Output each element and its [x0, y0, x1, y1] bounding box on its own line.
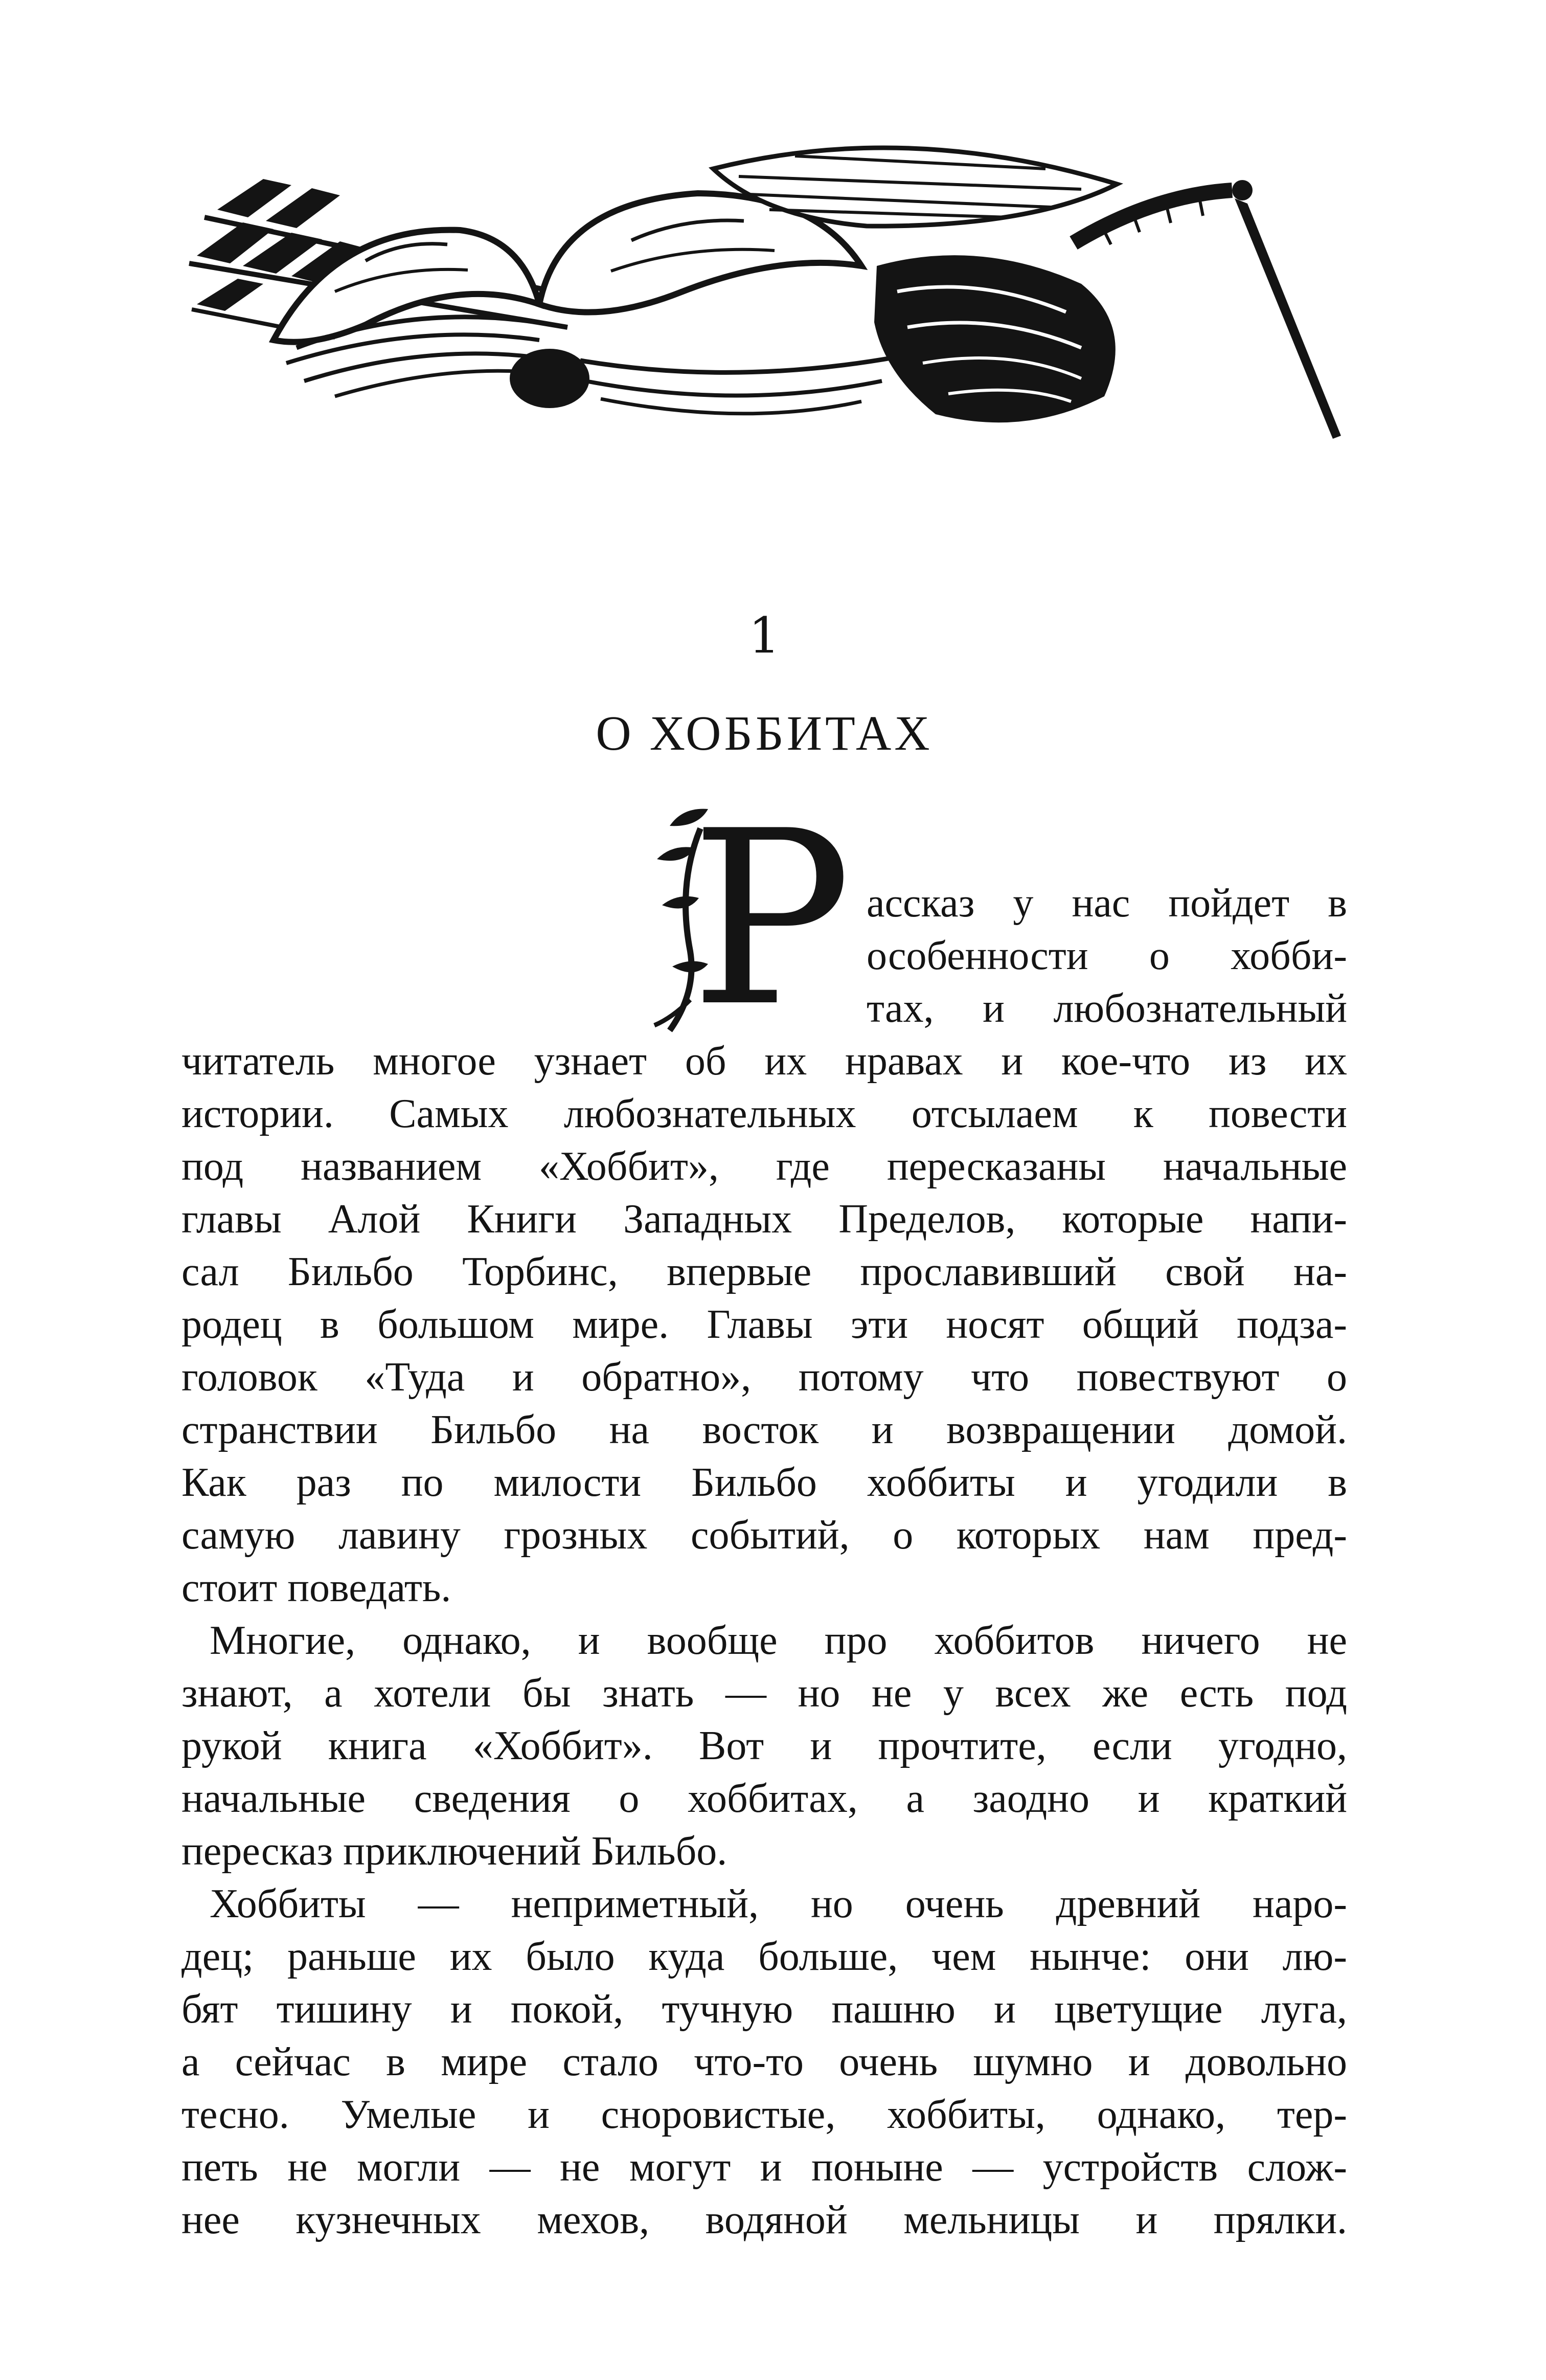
text-line: бят тишину и покой, тучную пашню и цветущие луга,: [181, 1987, 1347, 2032]
text-line: тах, и любознательный: [867, 986, 1347, 1031]
text-line: самую лавину грозных событий, о которых нам пред-: [181, 1513, 1347, 1558]
text-line: а сейчас в мире стало что-то очень шумно и довольно: [181, 2039, 1347, 2084]
drop-cap-initial: [642, 798, 851, 1043]
text-line: начальные сведения о хоббитах, а заодно и краткий: [181, 1776, 1347, 1821]
text-line: странствии Бильбо на восток и возвращении домой.: [181, 1407, 1347, 1452]
text-line: родец в большом мире. Главы эти носят общий подза-: [181, 1302, 1347, 1347]
body-text: [181, 798, 1347, 2247]
sword-group: [1074, 180, 1341, 439]
chapter-vignette-illustration: [181, 107, 1342, 440]
text-line: читатель многое узнает об их нравах и кое-что из их: [181, 1039, 1347, 1084]
text-line: тесно. Умелые и сноровистые, хоббиты, однако, тер-: [181, 2092, 1347, 2137]
text-line: головок «Туда и обратно», потому что повествуют о: [181, 1355, 1347, 1400]
text-line: петь не могли — не могут и поныне — устройств слож-: [181, 2145, 1347, 2190]
chapter-title: О ХОББИТАХ: [596, 706, 933, 760]
text-line: Как раз по милости Бильбо хоббиты и угодили в: [181, 1460, 1347, 1505]
paragraph-3: [181, 1878, 1347, 2247]
text-line: стоит поведать.: [181, 1565, 451, 1610]
text-line: нее кузнечных мехов, водяной мельницы и прялки.: [181, 2197, 1347, 2242]
text-line: ассказ у нас пойдет в: [867, 881, 1347, 926]
text-line: знают, а хотели бы знать — но не у всех же есть под: [181, 1671, 1347, 1716]
chapter-number: 1: [748, 607, 780, 664]
text-line: под названием «Хоббит», где пересказаны начальные: [181, 1144, 1347, 1189]
paragraph-1: [181, 1035, 1347, 1614]
drop-cap-letter: Р: [690, 798, 851, 1043]
text-line: истории. Самых любознательных отсылаем к повести: [181, 1091, 1347, 1136]
text-line: пересказ приключений Бильбо.: [181, 1829, 727, 1874]
ornate-initial-icon: [642, 798, 851, 1043]
text-line: Хоббиты — неприметный, но очень древний наро-: [210, 1881, 1347, 1926]
paragraph-opening: [867, 877, 1347, 1035]
paragraph-2: [181, 1614, 1347, 1878]
text-line: главы Алой Книги Западных Пределов, которые напи-: [181, 1197, 1347, 1242]
text-line: рукой книга «Хоббит». Вот и прочтите, если угодно,: [181, 1723, 1347, 1768]
open-book-engraving-icon: [181, 107, 1342, 440]
plume-group: [874, 255, 1116, 422]
text-line: особенности о хобби-: [867, 933, 1347, 978]
open-book-group: [274, 193, 897, 414]
text-line: сал Бильбо Торбинс, впервые прославивший свой на-: [181, 1249, 1347, 1294]
text-line: дец; раньше их было куда больше, чем нынче: они лю-: [181, 1934, 1347, 1979]
text-line: Многие, однако, и вообще про хоббитов ничего не: [210, 1618, 1347, 1663]
